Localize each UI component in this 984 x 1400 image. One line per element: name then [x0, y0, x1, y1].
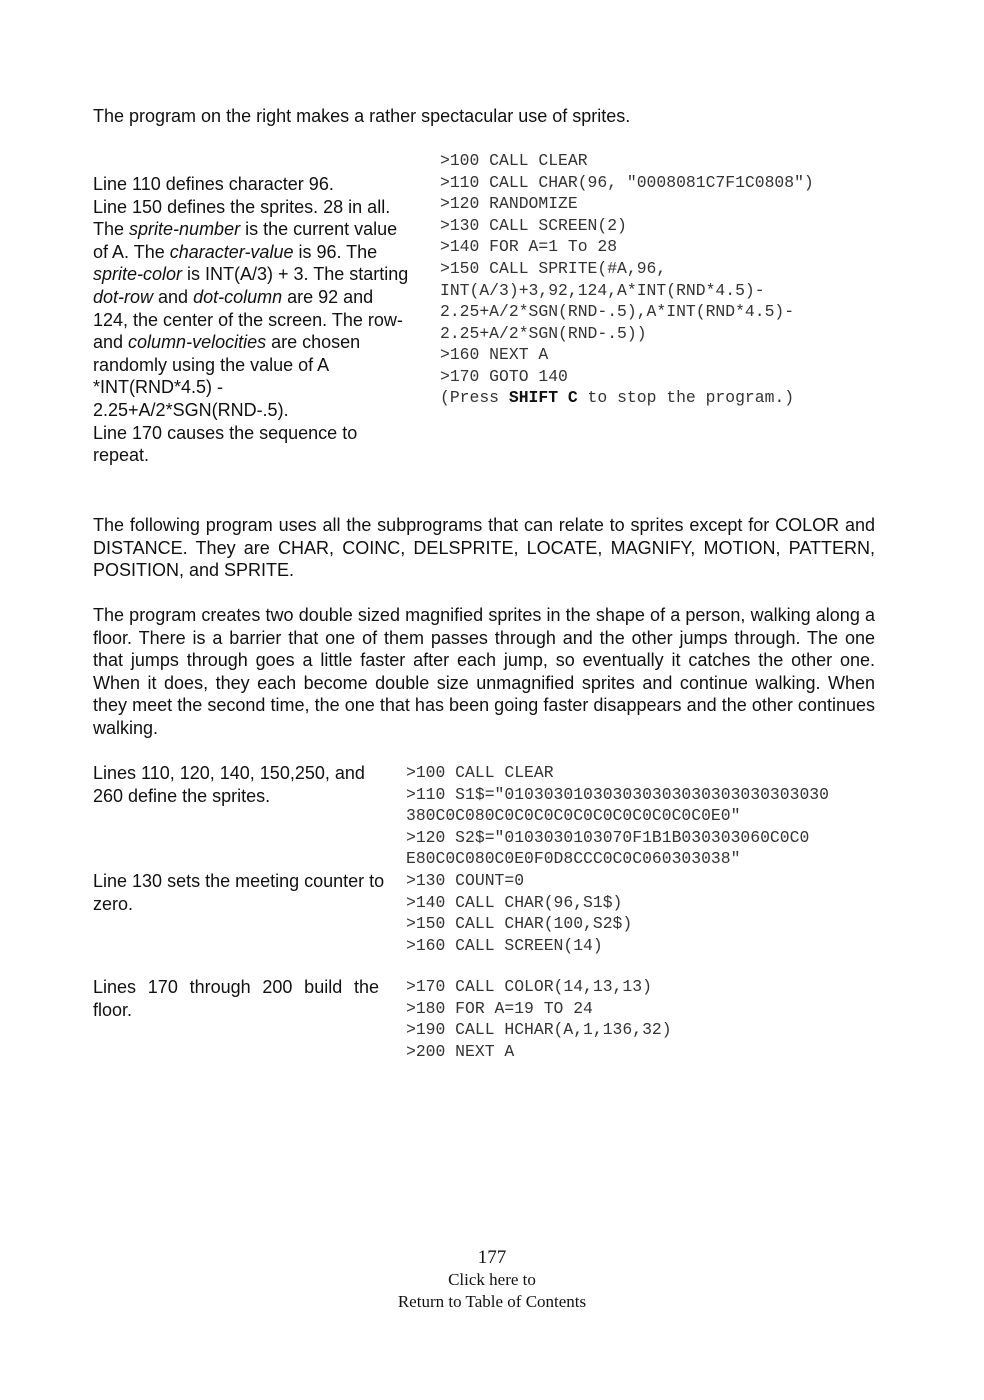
toc-link-line1[interactable]: Click here to — [448, 1270, 536, 1289]
explanation-text: The — [93, 219, 130, 240]
explanation-text: are 92 and 124, the center of the screen. The row- and — [93, 286, 403, 353]
code-line: >170 CALL COLOR(14,13,13) — [406, 977, 652, 996]
section1-stop-note — [440, 387, 910, 409]
block1-explanation: Lines 110, 120, 140, 150,250, and 260 define the sprites. — [93, 763, 365, 806]
explanation-text: Line 170 causes the sequence to repeat. — [93, 422, 358, 466]
code-line: >150 CALL CHAR(100,S2$) — [406, 914, 633, 934]
code-line: >160 NEXT A — [440, 345, 549, 365]
italic-term: dot-row — [93, 286, 154, 307]
section1-explanation — [93, 173, 409, 467]
code-line: >130 CALL SCREEN(2) — [440, 215, 627, 235]
code-line: >120 RANDOMIZE — [440, 194, 578, 214]
explanation-text: is INT(A/3) + 3. The starting — [182, 264, 409, 285]
explanation-text: is 96. The — [293, 241, 378, 262]
page-number: 177 — [477, 1247, 507, 1268]
italic-term: sprite-color — [93, 264, 183, 285]
explanation-text: Line 150 defines the sprites. 28 in all. — [93, 196, 391, 217]
code-line: >110 CALL CHAR(96, "0008081C7F1C0808") — [440, 172, 814, 192]
italic-term: dot-column — [193, 286, 283, 307]
code-line: >120 S2$="0103030103070F1B1B030303060C0C0 — [406, 827, 810, 847]
code-line: INT(A/3)+3,92,124,A*INT(RND*4.5)- — [440, 280, 765, 300]
stop-note-prefix: (Press — [440, 388, 509, 407]
explanation-text: are chosen randomly using the value of A *INT(RND*4.5) - 2.25+A/2*SGN(RND-.5). — [93, 332, 361, 420]
stop-note-suffix: to stop the program.) — [577, 388, 795, 407]
code-line: E80C0C080C0E0F0D8CCC0C0C060303038" — [406, 849, 741, 869]
code-line: >170 GOTO 140 — [440, 366, 568, 386]
block3-code-listing — [406, 976, 886, 1062]
code-line: >100 CALL CLEAR — [406, 763, 554, 782]
block2-explanation: Line 130 sets the meeting counter to zero. — [93, 871, 385, 914]
block2-code-listing — [406, 870, 886, 956]
code-line: >140 FOR A=1 To 28 — [440, 237, 618, 257]
code-line: 380C0C080C0C0C0C0C0C0C0C0C0C0C0E0" — [406, 806, 741, 826]
block3-explanation: Lines 170 through 200 build the floor. — [93, 977, 379, 1020]
code-line: >190 CALL HCHAR(A,1,136,32) — [406, 1020, 672, 1040]
paragraph-subprograms: The following program uses all the subprograms that can relate to sprites except for COLOR and DISTANCE. They are CHAR, COINC, DELSPRITE, LOCATE, MAGNIFY, MOTION, PATTERN, POSITION, and SPRITE. — [93, 515, 875, 581]
code-line: >200 NEXT A — [406, 1041, 515, 1061]
code-line: >140 CALL CHAR(96,S1$) — [406, 892, 623, 912]
section1-code-listing — [440, 150, 910, 388]
explanation-paragraph — [93, 196, 409, 219]
code-line: >180 FOR A=19 TO 24 — [406, 998, 593, 1018]
paragraph-program-description: The program creates two double sized magnified sprites in the shape of a person, walking along a floor. There is a barrier that one of them passes through and the other jumps through. The one that jumps through goes a little faster after each jump, so eventually it catches the other one. When it does, they each become double size unmagnified sprites and continue walking. When they meet the second time, the one that has been going faster disappears and the other continues walking. — [93, 605, 875, 738]
code-line: >160 CALL SCREEN(14) — [406, 935, 603, 955]
italic-term: column-velocities — [128, 332, 267, 353]
explanation-paragraph — [93, 218, 409, 421]
explanation-text: and — [153, 286, 194, 307]
stop-note-key: SHIFT C — [508, 388, 578, 407]
block1-code-listing — [406, 762, 886, 870]
code-line: >150 CALL SPRITE(#A,96, — [440, 258, 667, 278]
code-line: >110 S1$="010303010303030303030303030303030 — [406, 784, 829, 804]
explanation-text: Line 110 defines character 96. — [93, 174, 334, 194]
italic-term: character-value — [169, 241, 294, 262]
toc-link-line2[interactable]: Return to Table of Contents — [397, 1292, 587, 1311]
intro-text: The program on the right makes a rather spectacular use of sprites. — [93, 106, 631, 126]
code-line: 2.25+A/2*SGN(RND-.5),A*INT(RND*4.5)- — [440, 302, 795, 322]
explanation-text: is the current value of A. The — [93, 219, 398, 262]
explanation-paragraph — [93, 422, 409, 467]
italic-term: sprite-number — [129, 219, 241, 240]
explanation-paragraph — [93, 173, 409, 196]
code-line: >130 COUNT=0 — [406, 871, 525, 890]
code-line: >100 CALL CLEAR — [440, 151, 588, 170]
code-line: 2.25+A/2*SGN(RND-.5)) — [440, 323, 647, 343]
